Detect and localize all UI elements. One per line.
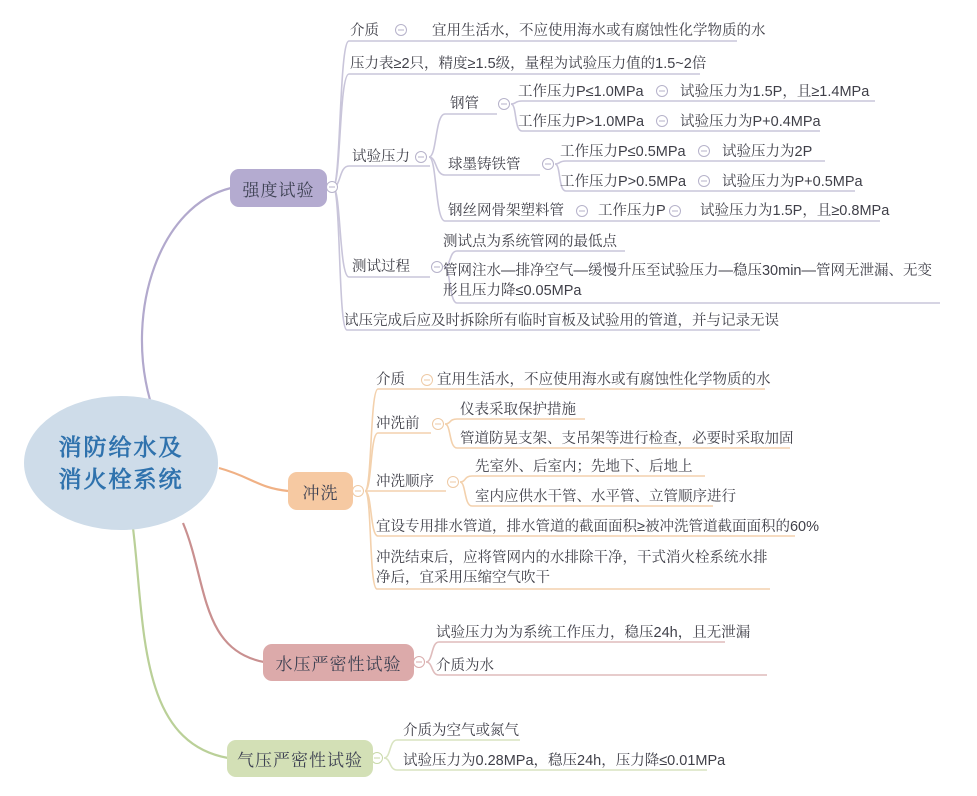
collapse-minus-icon[interactable]	[353, 486, 364, 497]
branch-line	[429, 114, 497, 157]
branch-line	[555, 161, 825, 164]
collapse-minus-icon[interactable]	[499, 99, 510, 110]
topic-air-medium[interactable]: 介质为空气或氮气	[403, 723, 519, 739]
node-strength-test[interactable]	[230, 169, 327, 207]
topic-iron-le05[interactable]: 工作压力P≤0.5MPa	[560, 144, 686, 160]
collapse-minus-icon[interactable]	[327, 182, 338, 193]
collapse-minus-icon[interactable]	[699, 146, 710, 157]
topic-drain-pipe[interactable]: 宜设专用排水管道，排水管道的截面面积≥被冲洗管道截面面积的60%	[376, 519, 819, 535]
node-label: 气压严密性试验	[237, 751, 363, 770]
topic-steel-gt1[interactable]: 工作压力P>1.0MPa	[518, 114, 645, 130]
topic-flush-medium[interactable]: 介质	[376, 372, 405, 388]
topic-air-pressure[interactable]: 试验压力为0.28MPa，稳压24h，压力降≤0.01MPa	[403, 753, 726, 769]
topic-test-point[interactable]: 测试点为系统管网的最低点	[443, 234, 617, 250]
central-topic-line1: 消防给水及	[58, 433, 184, 460]
branch-line	[511, 101, 875, 104]
topic-medium[interactable]: 介质	[350, 23, 379, 39]
topic-steel-pipe[interactable]: 钢管	[450, 96, 479, 112]
collapse-minus-icon[interactable]	[416, 152, 427, 163]
branch-curve-strength	[142, 188, 231, 400]
node-air-tightness-test[interactable]	[227, 740, 373, 777]
node-label: 冲洗	[302, 483, 339, 503]
topic-iron-le05-value[interactable]: 试验压力为2P	[722, 144, 813, 160]
collapse-minus-icon[interactable]	[657, 86, 668, 97]
topic-wire-mesh-plastic-pipe[interactable]: 钢丝网骨架塑料管	[448, 203, 564, 219]
topic-test-process[interactable]: 测试过程	[352, 259, 410, 275]
topic-instrument-protection[interactable]: 仪表采取保护措施	[460, 402, 576, 418]
topic-iron-gt05-value[interactable]: 试验压力为P+0.5MPa	[722, 174, 863, 190]
topic-steel-le1-value[interactable]: 试验压力为1.5P，且≥1.4MPa	[680, 84, 870, 100]
collapse-minus-icon[interactable]	[422, 375, 433, 386]
collapse-minus-icon[interactable]	[699, 176, 710, 187]
collapse-minus-icon[interactable]	[414, 657, 425, 668]
topic-steel-le1[interactable]: 工作压力P≤1.0MPa	[518, 84, 644, 100]
branch-curve-flush	[219, 468, 288, 491]
collapse-minus-icon[interactable]	[433, 419, 444, 430]
topic-test-procedure[interactable]: 管网注水—排净空气—缓慢升压至试验压力—稳压30min—管网无泄漏、无变形且压力降≤0.05MPa	[443, 263, 932, 299]
topic-after-flush[interactable]: 冲洗结束后，应将管网内的水排除干净，干式消火栓系统水排净后，宜采用压缩空气吹干	[376, 550, 768, 586]
collapse-minus-icon[interactable]	[396, 25, 407, 36]
collapse-minus-icon[interactable]	[432, 262, 443, 273]
collapse-minus-icon[interactable]	[577, 206, 588, 217]
topic-test-pressure[interactable]: 试验压力	[352, 149, 410, 165]
branch-line	[333, 166, 430, 187]
collapse-minus-icon[interactable]	[448, 477, 459, 488]
topic-iron-gt05[interactable]: 工作压力P>0.5MPa	[560, 174, 687, 190]
node-water-tightness-test[interactable]	[263, 644, 414, 681]
branch-line	[460, 476, 705, 482]
topic-order-indoor[interactable]: 室内应供水干管、水平管、立管顺序进行	[475, 489, 736, 505]
branch-line	[445, 419, 585, 424]
topic-before-flush[interactable]: 冲洗前	[376, 416, 420, 432]
central-topic-line2: 消火栓系统	[58, 466, 184, 492]
topic-steel-gt1-value[interactable]: 试验压力为P+0.4MPa	[680, 114, 821, 130]
collapse-minus-icon[interactable]	[670, 206, 681, 217]
topic-ductile-iron-pipe[interactable]: 球墨铸铁管	[448, 157, 521, 173]
topic-after-test[interactable]: 试压完成后应及时拆除所有临时盲板及试验用的管道，并与记录无误	[344, 313, 779, 329]
topic-pressure-gauge[interactable]: 压力表≥2只，精度≥1.5级，量程为试验压力值的1.5~2倍	[350, 56, 707, 72]
branch-curve-water	[183, 523, 264, 662]
collapse-minus-icon[interactable]	[543, 159, 554, 170]
topic-wire-mesh-value[interactable]: 试验压力为1.5P，且≥0.8MPa	[700, 203, 890, 219]
node-label: 强度试验	[242, 180, 315, 200]
topic-working-pressure-p[interactable]: 工作压力P	[598, 203, 666, 219]
node-flush[interactable]	[288, 472, 353, 510]
topic-water-pressure[interactable]: 试验压力为为系统工作压力，稳压24h，且无泄漏	[436, 625, 751, 641]
topic-bracket-check[interactable]: 管道防晃支架、支吊架等进行检查，必要时采取加固	[460, 431, 794, 447]
branch-curve-air	[133, 528, 228, 758]
collapse-minus-icon[interactable]	[657, 116, 668, 127]
central-topic[interactable]	[24, 396, 218, 530]
topic-water-medium[interactable]: 介质为水	[436, 658, 494, 674]
topic-order-outdoor-first[interactable]: 先室外、后室内；先地下、后地上	[475, 459, 693, 475]
topic-flush-medium-detail[interactable]: 宜用生活水，不应使用海水或有腐蚀性化学物质的水	[437, 372, 771, 388]
topic-medium-detail[interactable]: 宜用生活水，不应使用海水或有腐蚀性化学物质的水	[432, 23, 766, 39]
collapse-minus-icon[interactable]	[372, 753, 383, 764]
node-label: 水压严密性试验	[275, 655, 402, 674]
topic-flush-order[interactable]: 冲洗顺序	[376, 474, 434, 490]
